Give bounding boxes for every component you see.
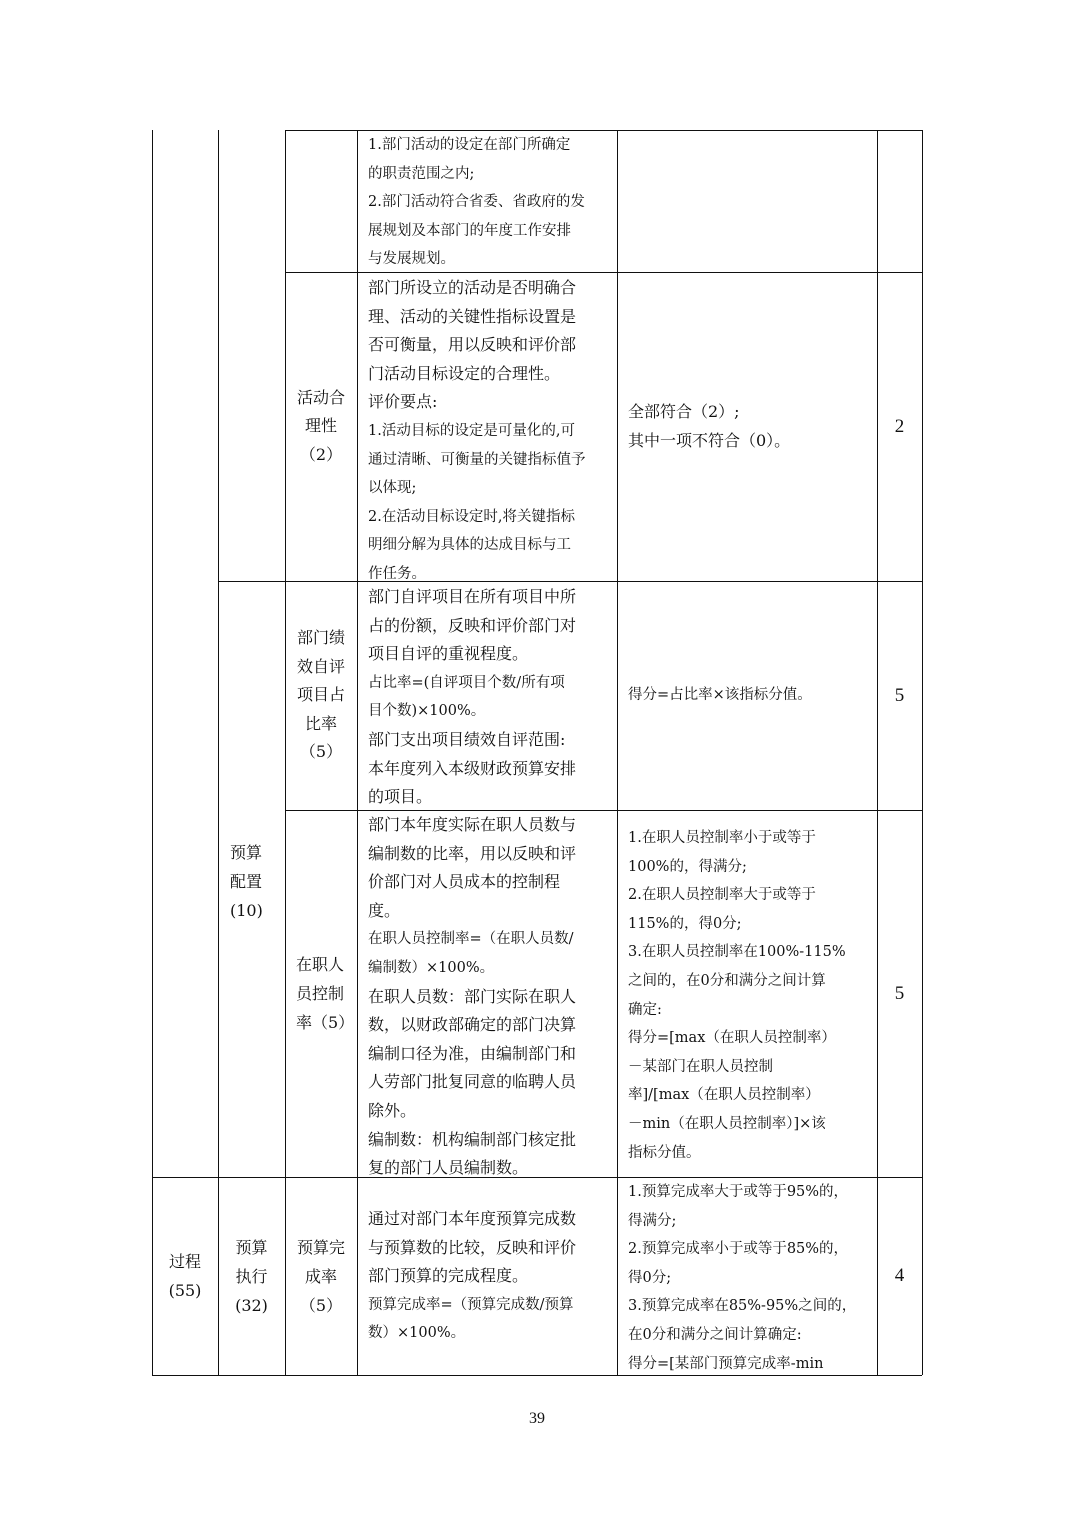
text-line: 预算 — [235, 1237, 268, 1257]
text-line: 展规划及本部门的年度工作安排 — [368, 222, 571, 239]
text-line: 的项目。 — [368, 787, 433, 807]
text-line: 在职人 — [296, 955, 345, 974]
text-line: 复的部门人员编制数。 — [368, 1158, 529, 1178]
text-line: 目个数)×100%。 — [368, 703, 486, 720]
text-line: 在职人员数：部门实际在职人 — [368, 986, 577, 1006]
text-line: 员控制 — [296, 984, 345, 1003]
text-line: 的职责范围之内; — [368, 165, 475, 182]
text-line: 部门所设立的活动是否明确合 — [368, 278, 577, 297]
indicator-description — [368, 274, 618, 589]
text-line: 2.部门活动符合省委、省政府的发 — [368, 194, 585, 211]
score-value — [877, 272, 922, 581]
text-line: 度。 — [368, 900, 401, 920]
text-line: 比率 — [304, 713, 337, 733]
category-budget-execution — [218, 1177, 285, 1375]
text-line: 以体现; — [368, 480, 417, 497]
score-text: 2 — [894, 415, 905, 437]
text-line: 全部符合（2）; — [628, 401, 740, 421]
text-line: (10) — [230, 901, 263, 920]
text-line: 得满分; — [628, 1212, 677, 1229]
score-value — [877, 810, 922, 1177]
text-line: 率]/[max（在职人员控制率） — [628, 1087, 820, 1104]
text-line: 100%的，得满分; — [628, 858, 747, 875]
score-value — [877, 581, 922, 810]
score-value — [877, 1177, 922, 1375]
text-line: 部门预算的完成程度。 — [368, 1266, 529, 1286]
text-line: 编制数）×100%。 — [368, 959, 495, 976]
text-line: 配置 — [230, 872, 263, 891]
text-line: 过程 — [168, 1252, 201, 1271]
text-line: （5） — [299, 742, 343, 762]
text-line: 占的份额，反映和评价部门对 — [368, 615, 577, 635]
text-line: 效自评 — [296, 656, 345, 676]
text-line: 部门本年度实际在职人员数与 — [368, 815, 577, 834]
text-line: 1.预算完成率大于或等于95%的， — [628, 1184, 849, 1200]
text-line: 2.预算完成率小于或等于85%的， — [628, 1241, 849, 1258]
text-line: 否可衡量，用以反映和评价部 — [368, 335, 577, 355]
text-line: 编制口径为准，由编制部门和 — [368, 1043, 577, 1063]
text-line: 与预算数的比较，反映和评价 — [368, 1237, 577, 1257]
text-line: 作任务。 — [368, 565, 426, 582]
score-text: 5 — [894, 684, 905, 706]
text-line: 编制数：机构编制部门核定批 — [368, 1129, 577, 1149]
text-line: 门活动目标设定的合理性。 — [368, 363, 561, 383]
text-line: 115%的，得0分; — [628, 915, 742, 932]
indicator-description — [368, 1205, 618, 1348]
text-line: 与发展规划。 — [368, 251, 455, 268]
text-line: 部门支出项目绩效自评范围: — [368, 729, 566, 749]
text-line: 活动合 — [296, 387, 345, 407]
indicator-name — [285, 581, 357, 810]
text-line: 在职人员控制率=（在职人员数/ — [368, 931, 574, 948]
text-line: 理性 — [304, 416, 337, 436]
scoring-criteria — [628, 581, 878, 810]
column-divider — [357, 130, 358, 1375]
text-line: 1.活动目标的设定是可量化的,可 — [368, 422, 575, 439]
text-line: 项目占 — [296, 685, 345, 705]
score-text: 5 — [894, 982, 905, 1004]
text-line: 通过清晰、可衡量的关键指标值予 — [368, 451, 586, 468]
text-line: 3.在职人员控制率在100%-115% — [628, 944, 846, 961]
text-line: 率（5） — [296, 1013, 355, 1032]
indicator-description — [368, 583, 618, 812]
text-line: 得分=[某部门预算完成率-min — [628, 1355, 824, 1372]
text-line: 理、活动的关键性指标设置是 — [368, 306, 577, 326]
text-line: －min（在职人员控制率）]×该 — [628, 1115, 826, 1132]
text-line: 2.在活动目标设定时,将关键指标 — [368, 508, 575, 525]
text-line: 3.预算完成率在85%-95%之间的， — [628, 1298, 857, 1315]
text-line: 执行 — [235, 1266, 268, 1286]
text-line: 确定: — [628, 1001, 662, 1018]
text-line: 本年度列入本级财政预算安排 — [368, 758, 577, 778]
text-line: 预算完 — [296, 1237, 345, 1257]
text-line: 1.部门活动的设定在部门所确定 — [368, 137, 571, 153]
text-line: 2.在职人员控制率大于或等于 — [628, 887, 816, 904]
scoring-criteria — [628, 272, 878, 581]
text-line: （2） — [299, 444, 343, 464]
column-divider — [922, 130, 923, 1375]
text-line: 得0分; — [628, 1269, 672, 1286]
indicator-description — [368, 131, 618, 274]
text-line: 评价要点: — [368, 392, 438, 412]
text-line: 编制数的比率，用以反映和评 — [368, 843, 577, 863]
text-line: 数）×100%。 — [368, 1325, 466, 1342]
text-line: 成率 — [304, 1266, 337, 1286]
text-line: 除外。 — [368, 1100, 417, 1120]
text-line: 人劳部门批复同意的临聘人员 — [368, 1072, 577, 1092]
indicator-description — [368, 811, 618, 1183]
indicator-name — [296, 950, 358, 1037]
text-line: －某部门在职人员控制 — [628, 1058, 773, 1075]
scoring-criteria — [628, 824, 878, 1167]
category-process — [152, 1177, 218, 1375]
text-line: 价部门对人员成本的控制程 — [368, 872, 561, 892]
text-line: (32) — [235, 1295, 268, 1315]
text-line: 部门绩 — [296, 628, 345, 648]
scoring-criteria — [628, 1178, 878, 1378]
category-budget-config — [230, 838, 286, 925]
text-line: 预算完成率=（预算完成数/预算 — [368, 1296, 574, 1313]
text-line: 得分=[max（在职人员控制率） — [628, 1030, 836, 1047]
indicator-name — [285, 1177, 357, 1375]
text-line: 指标分值。 — [628, 1144, 701, 1161]
text-line: 项目自评的重视程度。 — [368, 644, 529, 664]
text-line: 通过对部门本年度预算完成数 — [368, 1209, 577, 1228]
text-line: 1.在职人员控制率小于或等于 — [628, 830, 816, 846]
text-line: (55) — [168, 1281, 202, 1300]
text-line: （5） — [299, 1295, 343, 1315]
text-line: 数，以财政部确定的部门决算 — [368, 1015, 577, 1035]
score-text: 4 — [894, 1265, 905, 1286]
text-line: 在0分和满分之间计算确定: — [628, 1326, 802, 1343]
text-line: 之间的，在0分和满分之间计算 — [628, 972, 826, 989]
text-line: 其中一项不符合（0）。 — [628, 430, 791, 450]
text-line: 明细分解为具体的达成目标与工 — [368, 537, 571, 554]
indicator-name — [285, 272, 357, 581]
text-line: 得分=占比率×该指标分值。 — [628, 687, 812, 704]
text-line: 部门自评项目在所有项目中所 — [368, 587, 577, 606]
page-number: 39 — [529, 1410, 545, 1427]
text-line: 预算 — [230, 843, 263, 862]
text-line: 占比率=(自评项目个数/所有项 — [368, 674, 565, 691]
